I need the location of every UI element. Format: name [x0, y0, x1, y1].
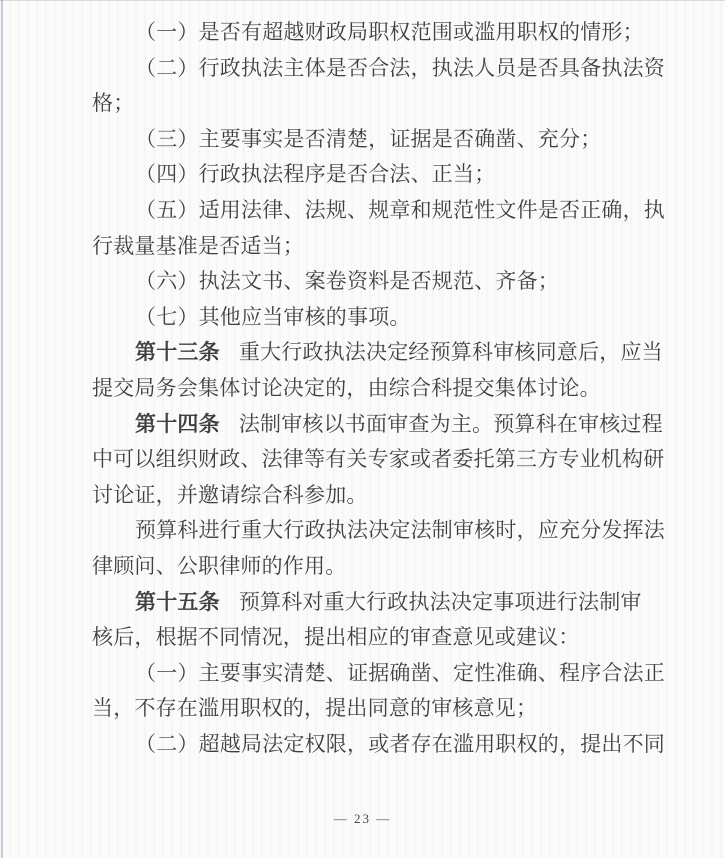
article-number: 第十四条	[135, 411, 220, 436]
page-footer	[0, 810, 725, 828]
doc-line	[92, 335, 672, 371]
article-number: 第十五条	[135, 589, 220, 614]
doc-line-text: 预算科对重大行政执法决定事项进行法制审	[238, 589, 642, 614]
doc-line-text: 格；	[92, 91, 135, 116]
doc-line	[92, 51, 672, 87]
doc-line	[92, 86, 672, 122]
scan-edge-top-artifact	[0, 0, 725, 1]
doc-line-text: 当，不存在滥用职权的，提出同意的审核意见；	[92, 696, 538, 721]
doc-line	[92, 513, 672, 549]
doc-line-text: 讨论证，并邀请综合科参加。	[92, 482, 368, 507]
doc-line	[92, 371, 672, 407]
doc-line	[92, 264, 672, 300]
doc-line-text: 提交局务会集体讨论决定的，由综合科提交集体讨论。	[92, 375, 601, 400]
doc-line-text: （二）行政执法主体是否合法，执法人员是否具备执法资	[135, 55, 665, 80]
doc-line	[92, 157, 672, 193]
doc-line-text: 行裁量基准是否适当；	[92, 233, 304, 258]
doc-line-text: 中可以组织财政、法律等有关专家或者委托第三方专业机构研	[92, 447, 665, 472]
doc-line-text: 核后，根据不同情况，提出相应的审查意见或建议：	[92, 625, 580, 650]
doc-line-text: 法制审核以书面审查为主。预算科在审核过程	[238, 411, 663, 436]
doc-line-text: 律顾问、公职律师的作用。	[92, 553, 347, 578]
page-number: — 23 —	[333, 811, 392, 826]
article-number: 第十三条	[135, 340, 220, 365]
doc-line	[92, 691, 672, 727]
doc-line-text: （六）执法文书、案卷资料是否规范、齐备；	[135, 269, 559, 294]
doc-line	[92, 193, 672, 229]
doc-line-text: （二）超越局法定权限，或者存在滥用职权的，提出不同	[135, 731, 665, 756]
doc-line-text: （三）主要事实是否清楚，证据是否确凿、充分；	[135, 126, 602, 151]
doc-line	[92, 442, 672, 478]
doc-line	[92, 229, 672, 265]
doc-line-text: （五）适用法律、法规、规章和规范性文件是否正确，执	[135, 197, 665, 222]
doc-line	[92, 549, 672, 585]
doc-line	[92, 585, 672, 621]
doc-line	[92, 620, 672, 656]
doc-line-text: （一）主要事实清楚、证据确凿、定性准确、程序合法正	[135, 660, 665, 685]
doc-line-text: 重大行政执法决定经预算科审核同意后，应当	[238, 340, 663, 365]
doc-line	[92, 122, 672, 158]
doc-line	[92, 478, 672, 514]
doc-line-text: （一）是否有超越财政局职权范围或滥用职权的情形；	[135, 20, 644, 44]
scan-edge-artifact	[1, 0, 3, 858]
document-body	[92, 15, 672, 762]
doc-line	[92, 407, 672, 443]
doc-line	[92, 15, 672, 51]
doc-line	[92, 300, 672, 336]
doc-line-text: （四）行政执法程序是否合法、正当；	[135, 162, 496, 187]
doc-line-text: （七）其他应当审核的事项。	[135, 304, 411, 329]
doc-line	[92, 656, 672, 692]
doc-line	[92, 727, 672, 763]
doc-line-text: 预算科进行重大行政执法决定法制审核时，应充分发挥法	[135, 518, 665, 543]
